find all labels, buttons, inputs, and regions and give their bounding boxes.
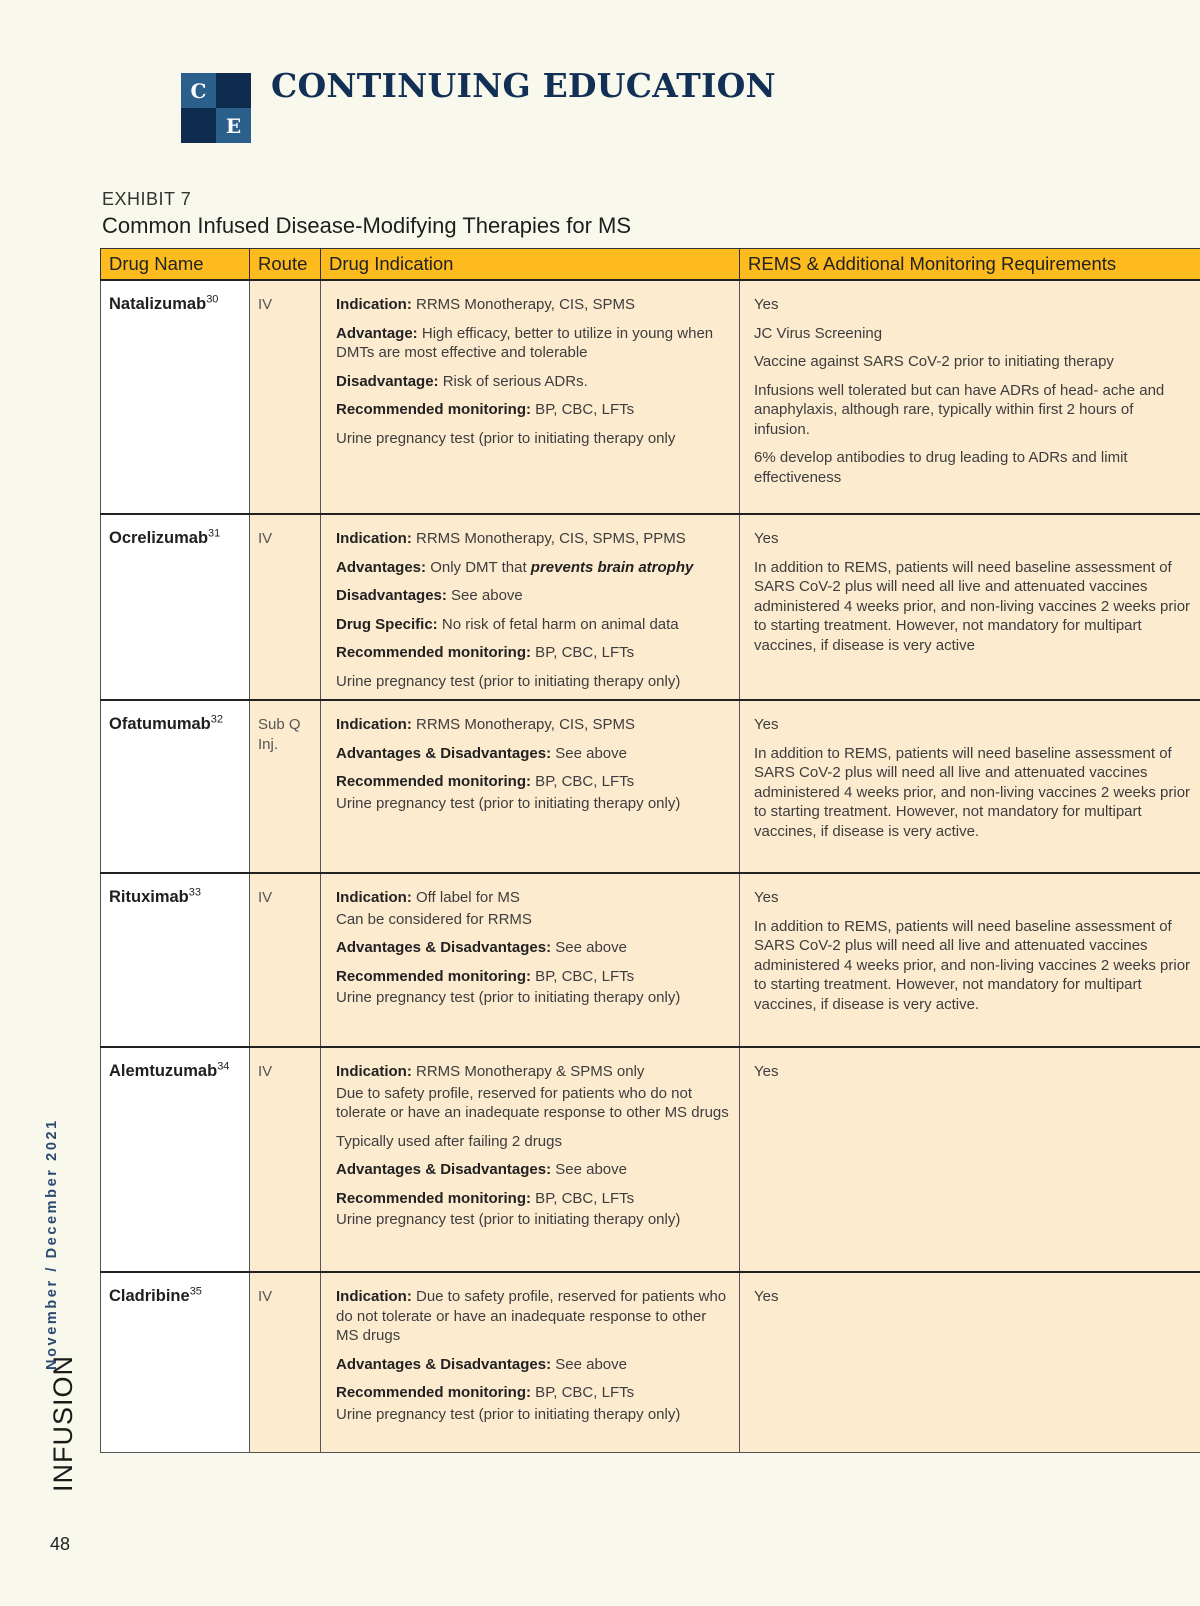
rems-line: Vaccine against SARS CoV-2 prior to initiating therapy: [754, 353, 1114, 370]
rems-line: 6% develop antibodies to drug leading to ADRs and limit effectiveness: [754, 449, 1128, 486]
indication-line: [336, 1405, 731, 1425]
column-header-rems: REMS & Additional Monitoring Requirements: [740, 249, 1200, 281]
indication-line: [336, 643, 731, 663]
indication-label: Advantages:: [336, 558, 427, 576]
magazine-brand: INFUSION: [48, 1354, 78, 1492]
indication-text: Off label for MS: [411, 889, 520, 906]
indication-line: [336, 529, 731, 549]
indication-label: Recommended monitoring:: [336, 967, 532, 985]
indication-text: See above: [446, 587, 523, 604]
indication-text: High efficacy, better to utilize in young when DMTs are most effective and tolerable: [336, 324, 714, 361]
table-row: [101, 700, 1200, 873]
table-row: [101, 1272, 1200, 1452]
indication-text: BP, CBC, LFTs: [531, 773, 635, 790]
reference-number: 33: [188, 886, 202, 899]
indication-line: [336, 295, 731, 315]
indication-label: Advantages & Disadvantages:: [336, 1355, 552, 1373]
drug-name: Cladribine: [109, 1287, 190, 1305]
rems-line: Yes: [754, 889, 779, 906]
indication-line: [336, 1062, 731, 1082]
section-title: CONTINUING EDUCATION: [271, 66, 776, 105]
indication-line: [336, 429, 731, 449]
indication-label: Recommended monitoring:: [336, 1384, 532, 1401]
rems-cell: [740, 700, 1200, 873]
column-header-drug-name: Drug Name: [101, 249, 250, 281]
indication-label: Disadvantage:: [336, 372, 439, 390]
reference-number: 31: [208, 527, 221, 540]
drug-name: Rituximab: [109, 888, 189, 906]
indication-text: Due to safety profile, reserved for patients who do not tolerate or have an inadequate response to other MS drugs: [336, 1288, 727, 1344]
route-cell: IV: [250, 1047, 321, 1272]
exhibit-label: EXHIBIT 7: [102, 189, 192, 209]
table-row: [101, 514, 1200, 700]
indication-emphasis: prevents brain atrophy: [530, 558, 694, 576]
drug-indication-cell: [321, 514, 740, 700]
route-cell: IV: [250, 873, 321, 1047]
indication-text: RRMS Monotherapy & SPMS only: [411, 1063, 645, 1080]
indication-text: Urine pregnancy test (prior to initiating therapy only): [336, 794, 681, 812]
indication-line: [336, 988, 731, 1008]
indication-line: [336, 1132, 731, 1152]
indication-label: Indication:: [336, 1063, 412, 1080]
indication-label: Advantages & Disadvantages:: [336, 1161, 552, 1178]
drug-indication-cell: [321, 1047, 740, 1272]
indication-text: Typically used after failing 2 drugs: [336, 1132, 562, 1150]
indication-label: Advantage:: [336, 324, 418, 342]
rems-line: Yes: [754, 1063, 779, 1080]
drug-indication-cell: [321, 873, 740, 1047]
logo-square: [216, 73, 251, 108]
rems-line: Yes: [754, 716, 779, 733]
indication-text: RRMS Monotherapy, CIS, SPMS: [411, 716, 635, 733]
indication-text: BP, CBC, LFTs: [531, 401, 635, 418]
indication-text: See above: [551, 939, 627, 956]
indication-label: Recommended monitoring:: [336, 644, 532, 661]
route-cell: IV: [250, 1272, 321, 1452]
column-header-route: Route: [250, 249, 321, 281]
indication-line: [336, 672, 731, 692]
logo-square: [181, 108, 216, 143]
indication-line: [336, 1160, 731, 1180]
indication-text: Only DMT that: [426, 558, 531, 576]
rems-cell: [740, 1047, 1200, 1272]
drug-name-cell: [101, 514, 250, 700]
indication-line: [336, 1210, 731, 1230]
indication-line: [336, 938, 731, 958]
reference-number: 30: [206, 293, 219, 306]
indication-line: [336, 967, 731, 987]
indication-line: [336, 324, 731, 363]
indication-text: BP, CBC, LFTs: [531, 967, 635, 985]
drug-name: Alemtuzumab: [109, 1062, 218, 1080]
indication-line: [336, 372, 731, 392]
route-cell: IV: [250, 514, 321, 700]
drug-name: Ocrelizumab: [109, 529, 209, 547]
drug-name-cell: [101, 1047, 250, 1272]
table-row: [101, 280, 1200, 514]
indication-label: Recommended monitoring:: [336, 401, 532, 418]
issue-date: November / December 2021: [44, 1118, 60, 1370]
indication-line: [336, 1383, 731, 1403]
indication-text: Urine pregnancy test (prior to initiating therapy only): [336, 989, 681, 1006]
therapies-table: [100, 248, 1200, 1453]
rems-cell: [740, 514, 1200, 700]
indication-text: Can be considered for RRMS: [336, 910, 532, 928]
logo-letter-c: C: [181, 73, 216, 108]
indication-text: Urine pregnancy test (prior to initiating therapy only): [336, 1211, 681, 1228]
indication-text: Risk of serious ADRs.: [438, 372, 588, 390]
drug-name-cell: [101, 1272, 250, 1452]
indication-label: Advantages & Disadvantages:: [336, 939, 552, 956]
indication-text: RRMS Monotherapy, CIS, SPMS, PPMS: [411, 530, 686, 547]
exhibit-title: Common Infused Disease-Modifying Therapies for MS: [102, 213, 632, 238]
indication-line: [336, 558, 731, 578]
indication-text: BP, CBC, LFTs: [531, 644, 635, 661]
indication-line: [336, 615, 731, 635]
rems-line: Infusions well tolerated but can have ADRs of head- ache and anaphylaxis, although rare, typically within first 2 hours of infusion.: [754, 381, 1165, 438]
indication-label: Drug Specific:: [336, 615, 438, 633]
indication-text: BP, CBC, LFTs: [531, 1384, 635, 1401]
indication-text: See above: [551, 744, 627, 762]
indication-line: [336, 1355, 731, 1375]
indication-line: [336, 715, 731, 735]
drug-name-cell: [101, 873, 250, 1047]
reference-number: 34: [217, 1060, 230, 1073]
drug-indication-cell: [321, 280, 740, 514]
indication-label: Indication:: [336, 1288, 412, 1305]
indication-line: [336, 888, 731, 908]
table-row: [101, 873, 1200, 1047]
indication-line: [336, 794, 731, 814]
drug-name: Ofatumumab: [109, 715, 211, 733]
indication-label: Advantages & Disadvantages:: [336, 744, 552, 762]
drug-indication-cell: [321, 700, 740, 873]
indication-text: Urine pregnancy test (prior to initiating therapy only): [336, 672, 681, 690]
route-cell: Sub Q Inj.: [250, 700, 321, 873]
indication-label: Indication:: [336, 889, 412, 906]
rems-line: Yes: [754, 1288, 779, 1305]
rems-cell: [740, 1272, 1200, 1452]
indication-text: See above: [551, 1161, 627, 1178]
indication-label: Indication:: [336, 296, 412, 313]
logo-letter-e: E: [216, 108, 251, 143]
reference-number: 32: [210, 713, 224, 726]
page-number: 48: [50, 1534, 71, 1554]
indication-label: Recommended monitoring:: [336, 1189, 532, 1207]
drug-name: Natalizumab: [109, 295, 207, 313]
table-header-row: [101, 249, 1200, 281]
indication-text: No risk of fetal harm on animal data: [437, 615, 679, 633]
route-cell: IV: [250, 280, 321, 514]
indication-text: RRMS Monotherapy, CIS, SPMS: [411, 296, 635, 313]
rems-line: In addition to REMS, patients will need baseline assessment of SARS CoV-2 plus will need all live and attenuated vaccines administered 4 weeks prior, and non-living vaccines 2 weeks prior to starting treatment. However, not mandatory for multipart vaccines, if disease is very active: [754, 558, 1191, 654]
indication-text: Urine pregnancy test (prior to initiating therapy only): [336, 1405, 681, 1423]
reference-number: 35: [189, 1285, 202, 1298]
indication-text: Due to safety profile, reserved for patients who do not tolerate or have an inadequate response to other MS drugs: [336, 1084, 729, 1121]
indication-text: See above: [551, 1355, 627, 1373]
indication-line: [336, 400, 731, 420]
rems-cell: [740, 873, 1200, 1047]
indication-label: Indication:: [336, 530, 412, 547]
drug-indication-cell: [321, 1272, 740, 1452]
rems-line: Yes: [754, 296, 779, 313]
indication-text: Urine pregnancy test (prior to initiating therapy only: [336, 429, 676, 447]
indication-line: [336, 744, 731, 764]
indication-label: Disadvantages:: [336, 587, 447, 604]
rems-line: JC Virus Screening: [754, 324, 883, 342]
indication-line: [336, 586, 731, 606]
indication-text: BP, CBC, LFTs: [531, 1189, 635, 1207]
column-header-drug-indication: Drug Indication: [321, 249, 740, 281]
table-row: [101, 1047, 1200, 1272]
indication-line: [336, 772, 731, 792]
drug-name-cell: [101, 700, 250, 873]
indication-line: [336, 910, 731, 930]
rems-line: In addition to REMS, patients will need baseline assessment of SARS CoV-2 plus will need all live and attenuated vaccines administered 4 weeks prior, and non-living vaccines 2 weeks prior to starting treatment. However, not mandatory for multipart vaccines, if disease is very active.: [754, 744, 1191, 840]
drug-name-cell: [101, 280, 250, 514]
ce-logo: [181, 73, 251, 143]
indication-label: Recommended monitoring:: [336, 773, 532, 790]
rems-cell: [740, 280, 1200, 514]
indication-label: Indication:: [336, 716, 412, 733]
indication-line: [336, 1084, 731, 1123]
indication-line: [336, 1189, 731, 1209]
rems-line: In addition to REMS, patients will need baseline assessment of SARS CoV-2 plus will need all live and attenuated vaccines administered 4 weeks prior, and non-living vaccines 2 weeks prior to starting treatment. However, not mandatory for multipart vaccines, if disease is very active.: [754, 917, 1191, 1013]
rems-line: Yes: [754, 530, 779, 547]
indication-line: [336, 1287, 731, 1346]
